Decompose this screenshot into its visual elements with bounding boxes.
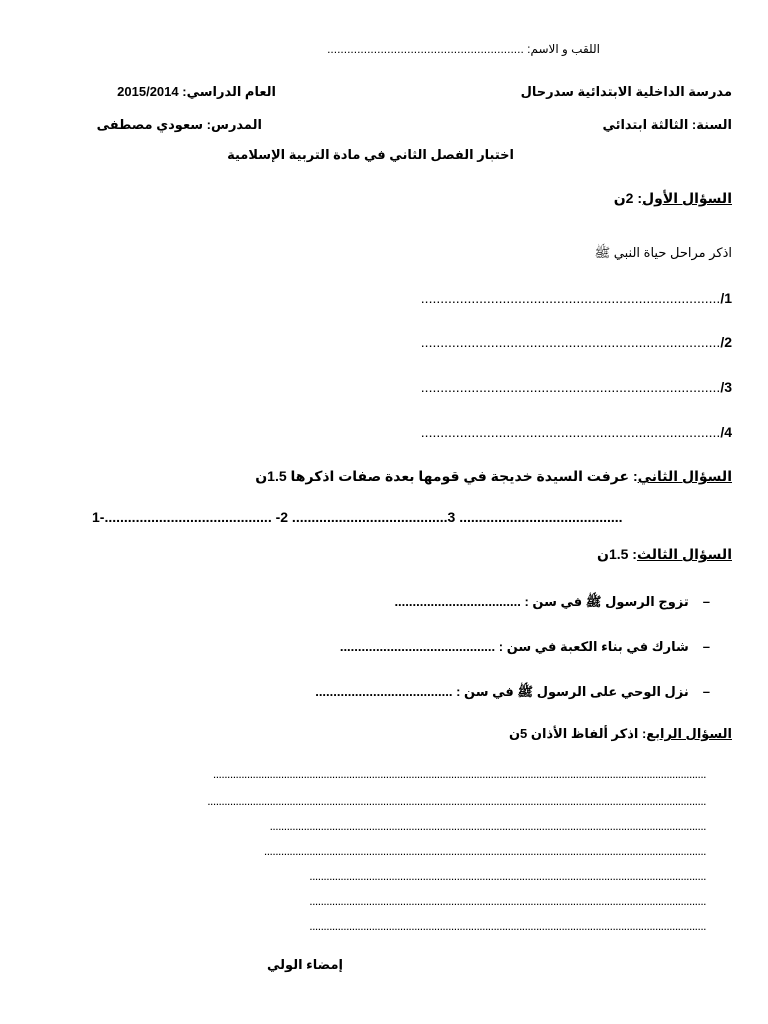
q3-item-2 (340, 639, 710, 655)
q1-dots: ............................................................................. (420, 290, 721, 306)
q3-points: : 1.5ن (596, 546, 637, 562)
grade-level: السنة: الثالثة ابتدائي (602, 117, 732, 132)
q1-item-number: 4/ (720, 424, 732, 440)
academic-year (117, 84, 276, 100)
list-dash: – (702, 639, 710, 654)
year-value: 2015/2014 (117, 84, 179, 99)
q4-heading (509, 726, 732, 742)
q3-title: السؤال الثالث (636, 546, 732, 562)
q1-item-number: 1/ (720, 290, 732, 306)
q3-item-text: نزل الوحي على الرسول ﷺ في سن : ...................................... (315, 684, 689, 699)
q1-dots: ............................................................................. (420, 379, 721, 395)
school-name: مدرسة الداخلية الابتدائية سدرحال (520, 84, 732, 99)
q4-answer-line-6: ............................................................................................................................................ (309, 894, 706, 908)
q1-dots: ............................................................................. (420, 334, 721, 350)
q4-answer-line-1: .............................................................................................................................................................................. (212, 767, 706, 781)
q1-item-number: 3/ (720, 379, 732, 395)
q4-answer-line-7: ............................................................................................................................................ (309, 919, 706, 933)
q4-answer-line-4: ............................................................................................................................................................ (263, 844, 706, 858)
q1-dots: ............................................................................. (420, 424, 721, 440)
list-dash: – (702, 684, 710, 699)
q1-answer-line-4 (421, 424, 732, 440)
q4-text: : اذكر ألفاظ الأذان 5ن (508, 726, 647, 741)
exam-title: اختبار الفصل الثاني في مادة التربية الإسلامية (227, 147, 514, 162)
q4-title: السؤال الرابع (646, 726, 732, 741)
q2-text: : عرفت السيدة خديجة في قومها بعدة صفات اذكرها 1.5ن (255, 468, 638, 484)
q2-title: السؤال الثاني (637, 468, 732, 484)
year-label: العام الدراسي: (182, 84, 276, 99)
q1-prompt: اذكر مراحل حياة النبي ﷺ (594, 245, 732, 260)
q2-answer-line: 1-........................................... -2 ........................................3 .......................................... (92, 509, 623, 525)
name-label: اللقب و الاسم: (527, 42, 600, 56)
guardian-signature: إمضاء الولي (267, 957, 343, 972)
q1-item-number: 2/ (720, 334, 732, 350)
q3-item-3 (315, 684, 710, 703)
q3-heading (597, 546, 732, 563)
list-dash: – (702, 594, 710, 609)
q1-answer-line-1 (421, 290, 732, 306)
q3-item-text: تزوج الرسول ﷺ في سن : ................................... (394, 594, 689, 609)
teacher-name: المدرس: سعودي مصطفى (96, 117, 262, 132)
q1-answer-line-2 (421, 334, 732, 350)
name-field (327, 42, 600, 56)
q1-heading (614, 190, 732, 207)
q1-points: : 2ن (613, 190, 642, 206)
q1-title: السؤال الأول (642, 190, 732, 206)
q4-answer-line-3: .......................................................................................................................................................... (269, 819, 706, 833)
q4-answer-line-5: ............................................................................................................................................ (309, 869, 706, 883)
q3-item-1 (394, 594, 710, 613)
q1-answer-line-3 (421, 379, 732, 395)
q4-answer-line-2: ................................................................................................................................................................................ (207, 794, 706, 808)
q2-heading (255, 468, 732, 485)
q3-item-text: شارك في بناء الكعبة في سن : ........................................... (339, 639, 689, 654)
name-dots: ........................................................... (327, 42, 524, 56)
